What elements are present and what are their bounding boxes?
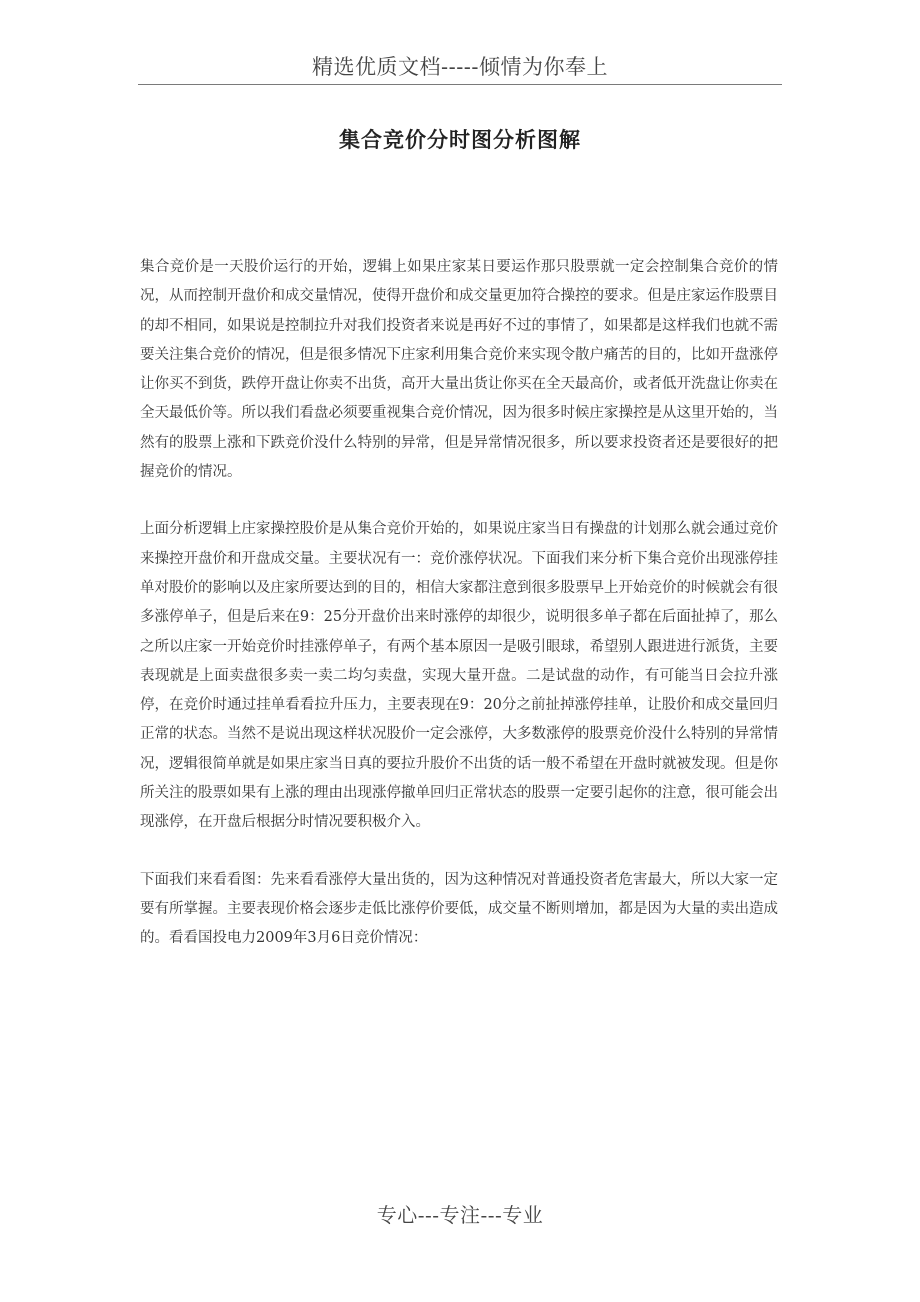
paragraph-analysis: 上面分析逻辑上庄家操控股价是从集合竞价开始的，如果说庄家当日有操盘的计划那么就会通过竞价来操控开盘价和开盘成交量。主要状况有一：竞价涨停状况。下面我们来分析下集合竞价出现涨停挂单对股价的影响以及庄家所要达到的目的，相信大家都注意到很多股票早上开始竞价的时候就会有很多涨停单子，但是后来在9：25分开盘价出来时涨停的却很少，说明很多单子都在后面扯掉了，那么之所以庄家一开始竞价时挂涨停单子，有两个基本原因一是吸引眼球，希望别人跟进进行派货，主要表现就是上面卖盘很多卖一卖二均匀卖盘，实现大量开盘。二是试盘的动作，有可能当日会拉升涨停，在竞价时通过挂单看看拉升压力，主要表现在9：20分之前扯掉涨停挂单，让股价和成交量回归正常的状态。当然不是说出现这样状况股价一定会涨停，大多数涨停的股票竞价没什么特别的异常情况，逻辑很简单就是如果庄家当日真的要拉升股价不出货的话一般不希望在开盘时就被发现。但是你所关注的股票如果有上涨的理由出现涨停撤单回归正常状态的股票一定要引起你的注意，很可能会出现涨停，在开盘后根据分时情况要积极介入。 [140,521,778,831]
document-title: 集合竞价分时图分析图解 [339,127,581,152]
document-body [140,253,778,982]
page-header: 精选优质文档-----倾情为你奉上 [312,55,608,79]
paragraph-intro: 集合竞价是一天股价运行的开始，逻辑上如果庄家某日要运作那只股票就一定会控制集合竞价的情况，从而控制开盘价和成交量情况，使得开盘价和成交量更加符合操控的要求。但是庄家运作股票目的却不相同，如果说是控制拉升对我们投资者来说是再好不过的事情了，如果都是这样我们也就不需要关注集合竞价的情况，但是很多情况下庄家利用集合竞价来实现令散户痛苦的目的，比如开盘涨停让你买不到货，跌停开盘让你卖不出货，高开大量出货让你买在全天最高价，或者低开洗盘让你卖在全天最低价等。所以我们看盘必须要重视集合竞价情况，因为很多时候庄家操控是从这里开始的，当然有的股票上涨和下跌竞价没什么特别的异常，但是异常情况很多，所以要求投资者还是要很好的把握竞价的情况。 [140,259,778,481]
paragraph-example: 下面我们来看看图：先来看看涨停大量出货的，因为这种情况对普通投资者危害最大，所以大家一定要有所掌握。主要表现价格会逐步走低比涨停价要低，成交量不断则增加，都是因为大量的卖出造成的。看看国投电力2009年3月6日竞价情况： [140,871,778,947]
page-footer: 专心---专注---专业 [376,1203,544,1227]
header-divider [138,84,782,85]
